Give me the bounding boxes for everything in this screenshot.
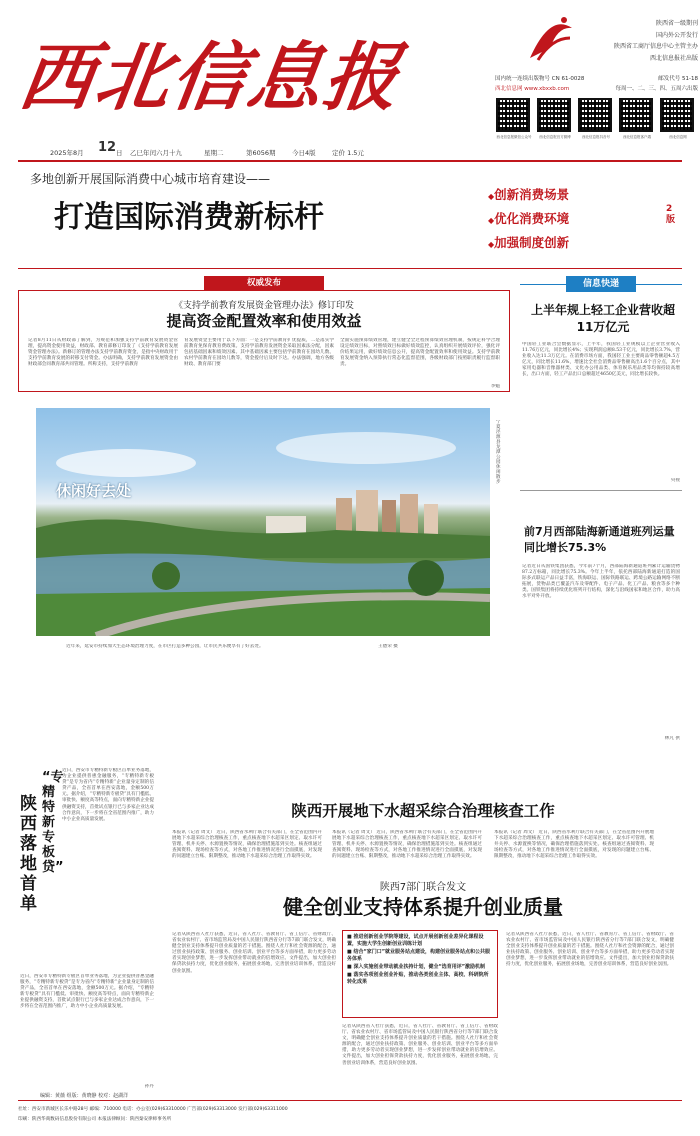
qr-label: 西北信息报抖音号 [582, 135, 610, 139]
qr-code[interactable] [660, 98, 694, 132]
photo-block[interactable] [18, 400, 510, 662]
loans-headline: 陕西落地首单 [20, 794, 37, 914]
qr-code[interactable] [537, 98, 571, 132]
lead-bullet: ◆加强制度创新 [488, 235, 570, 250]
employment-box-item: ■ 推进创新创业学院等建设，试点开展创新创业差异化课程设置，实施大学生创新创业训练计划 [347, 934, 484, 947]
info-divider [520, 490, 682, 491]
footer-divider [18, 1100, 682, 1101]
employment-body-3: 记者从陕西省人社厅获悉，近日，省人社厅、省教育厅、省工信厅、省财政厅、省农业农村厅、省市场监管局及中国人民银行陕西省分行等7部门联合发文，明确健全创业支持体系提升创业质量的若干措施。围绕人社厅和社会资源的配合，通过创业扶持政策、创业服务、创业培训、创业平台等多方面举措，助力更多劳动者实现创业梦想，进一步发挥创业带动就业的倍增效应。文件提出，加大创业担保贷款扶持力度，优化创业服务，拓展创业场地，完善创业培训体系，营造良好创业氛围。 [506, 932, 674, 968]
loans-body-cont: 近日，西安市专精特新专板区首单业务落地，为企业提供普惠金融服务，“专精特新专板贷”是专为省内“专精特新”企业量身定制的信贷产品，全省首单在西安落地，金额500万元。据介绍，“专精特新专板贷”具有门槛低、审批快、额度高等特点，面向专精特新企业提供融资支持，首批试点银行已与多家企业达成合作意向，下一步将在全省范围内推广，助力中小企业高质量发展。 [20, 974, 154, 1010]
qr-code[interactable] [619, 98, 653, 132]
photo-credit: 王德荣 摄 [378, 644, 398, 649]
date-year-month: 2025年8月 [50, 149, 84, 157]
date-day: 12 [98, 140, 117, 155]
authority-tag: 权威发布 [204, 276, 324, 290]
loans-article[interactable] [18, 764, 158, 1094]
info-column[interactable] [520, 276, 682, 746]
photo-caption: 近年来，延安市持续加大生态环境治理力度，在市区打造多种公园，让市民共乐便享有了好去处。 [66, 644, 264, 649]
lead-bullets [488, 184, 638, 256]
weekday: 星期二 [204, 149, 224, 157]
qr-label: 西北信息报微信公众号 [496, 135, 532, 139]
employment-box-item: ■ 深入实施创业带动就业扶持计划，健全“选育用评”激励机制 [347, 964, 486, 970]
footer-printer: 印刷：陕西华商数码信息股份有限公司 本报法律顾问：陕西秦安律师事务所 [18, 1117, 172, 1122]
groundwater-headline: 陕西开展地下水超采综合治理核查工作 [291, 802, 555, 820]
publisher-line-1: 陕西省一级期刊 [655, 20, 698, 27]
price: 定价 1.5元 [332, 149, 364, 157]
issue-number: 第6056期 [246, 149, 276, 157]
publisher-line-3: 陕西省工商厅信息中心主管主办 [613, 43, 698, 51]
lead-kicker: 多地创新开展国际消费中心城市培育建设—— [30, 172, 271, 186]
diamond-icon: ◆ [488, 192, 495, 201]
info-body-1: 中国轻工业联合会数据显示，上半年，我国轻工业规模以上企业营业收入11.76万亿元，同比增长4%；实现利润总额8.53千亿元，同比增长3.7%，营业收入达11.3万亿元。在消费市场方面，我国轻工业主要商品零售额超4.5万亿元，同比增长11.6%，增速比全社会消费品零售额高出1.6个百分点，其中家用电器和音像器材类、文化办公用品类、体育娱乐用品类等均保持较高增长，出口方面，轻工产品出口总额超过4650亿美元，同比增长较快。 [522, 342, 680, 378]
authority-credit: 李魁 [490, 384, 500, 389]
footer-address: 社址：西安市新城区长乐中路28号 邮编：710000 电话：办公室(029)63310000 广告部(029)63313000 发行部(029)63311000 [18, 1107, 288, 1112]
qr-code[interactable] [578, 98, 612, 132]
loans-credit: 孙丹 [144, 1084, 154, 1089]
lunar-date: 乙巳年闰六月十九 [130, 149, 182, 157]
qr-label: 西北信息报官方微博 [539, 135, 571, 139]
info-headline-2: 前7月西部陆海新通道班列运量同比增长75.3% [524, 525, 675, 554]
masthead-title: 西北信息报 [13, 35, 407, 121]
date-bar [40, 140, 490, 160]
groundwater-body-1: 本报讯（记者 周文） 近日，陕西省水利厅联合有关部门，在全省范围内开展地下水超采综合治理核查工作，重点核查地下水超采区划定、取水许可管理、机井关停、水源置换等情况，确保治理措施落到实处。核查组通过查阅资料、现场检查等方式，对各地工作推进情况进行全面摸底，对发现的问题建立台账、限期整改，推动地下水超采综合治理工作取得实效。 [172, 830, 322, 860]
groundwater-article[interactable] [164, 790, 682, 870]
employment-body-2: 记者从陕西省人社厅获悉，近日，省人社厅、省教育厅、省工信厅、省财政厅、省农业农村厅、省市场监管局及中国人民银行陕西省分行等7部门联合发文，明确健全创业支持体系提升创业质量的若干措施。围绕人社厅和社会资源的配合，通过创业扶持政策、创业服务、创业培训、创业平台等多方面举措，助力更多劳动者实现创业梦想，进一步发挥创业带动就业的倍增效应。文件提出，加大创业担保贷款扶持力度，优化创业服务，拓展创业场地，完善创业培训体系，营造良好创业氛围。 [342, 1024, 498, 1066]
diamond-icon: ◆ [488, 240, 495, 249]
info-credit-1: 央视 [670, 478, 680, 483]
qr-row [494, 96, 698, 146]
employment-article[interactable] [164, 876, 682, 1096]
employment-headline: 健全创业支持体系提升创业质量 [283, 895, 563, 919]
employment-kicker: 陕西7部门联合发文 [379, 882, 467, 893]
info-credit-2: 林凡 供 [664, 736, 680, 741]
employment-box-item: ■ 落实各项创业创业补贴，推动各类创业主体、高校、科研院所转化成果 [347, 972, 489, 985]
logo-icon [520, 8, 580, 68]
photo-side-caption: 宁夏泾源县龙潭公园休闲散步 [496, 420, 501, 485]
qr-label: 西北信息网 [669, 135, 687, 139]
publisher-cn: 国内统一连续出版物号 CN 61-0028 [495, 76, 585, 82]
date-suffix: 日 [116, 149, 123, 157]
authority-headline: 提高资金配置效率和使用效益 [166, 312, 362, 330]
employment-body-1: 记者从陕西省人社厅获悉，近日，省人社厅、省教育厅、省工信厅、省财政厅、省农业农村厅、省市场监管局及中国人民银行陕西省分行等7部门联合发文，明确健全创业支持体系提升创业质量的若干措施。围绕人社厅和社会资源的配合，通过创业扶持政策、创业服务、创业培训、创业平台等多方面举措，助力更多劳动者实现创业梦想，进一步发挥创业带动就业的倍增效应。文件提出，加大创业担保贷款扶持力度，优化创业服务，拓展创业场地，完善创业培训体系，营造良好创业氛围。 [172, 932, 336, 974]
authority-col-1: 记者8月11日从财政部了解到，为规范和加强支持学前教育发展资金管理，提高资金使用效益，财政部、教育部修订印发了《支持学前教育发展资金管理办法》。新修订的管理办法支持学前教育资金，是指中央财政用于支持学前教育发展的转移支付资金。办法明确，支持学前教育发展资金由财政部会同教育部共同管理。所称支持，支持学前教育 [28, 338, 178, 368]
publisher-info [588, 18, 698, 64]
publisher-schedule: 每周一、二、三、四、五周六出版 [615, 86, 698, 92]
lead-divider [18, 268, 682, 269]
employment-box [342, 930, 498, 1018]
groundwater-body-3: 本报讯（记者 周文） 近日，陕西省水利厅联合有关部门，在全省范围内开展地下水超采综合治理核查工作，重点核查地下水超采区划定、取水许可管理、机井关停、水源置换等情况，确保治理措施落到实处。核查组通过查阅资料、现场检查等方式，对各地工作推进情况进行全面摸底，对发现的问题建立台账、限期整改，推动地下水超采综合治理工作取得实效。 [494, 830, 654, 860]
groundwater-body-2: 本报讯（记者 周文） 近日，陕西省水利厅联合有关部门，在全省范围内开展地下水超采综合治理核查工作，重点核查地下水超采区划定、取水许可管理、机井关停、水源置换等情况，确保治理措施落到实处。核查组通过查阅资料、现场检查等方式，对各地工作推进情况进行全面摸底，对发现的问题建立台账、限期整改，推动地下水超采综合治理工作取得实效。 [332, 830, 482, 860]
qr-label: 西北信息报客户端 [623, 135, 651, 139]
authority-subtitle: 《支持学前教育发展资金管理办法》修订印发 [173, 301, 354, 311]
lead-bullet: ◆优化消费环境 [488, 211, 570, 226]
publisher-postal: 邮发代号 51-18 [658, 76, 698, 82]
info-body-2: 记者近日从国铁集团获悉，今年前7个月，西部陆海新通道班列累计运输货物87.2万标箱，同比增长75.3%。今年上半年，依托西部陆海新通道打造的国际多式联运产品日益丰富，铁海联运、国际铁路联运、跨境公路运输网络不断拓展，货物品类已覆盖汽车及零配件、电子产品、化工产品、粮食等多个种类。国铁集团将持续优化班列开行结构，深化与沿线国家和地区合作，助力高水平对外开放。 [522, 564, 680, 600]
footer-editor: 编辑：黄薇 组版：黄晓静 校对：赵湖洋 [40, 1093, 129, 1099]
park-scene [36, 408, 490, 636]
info-tag: 信息快递 [566, 276, 636, 292]
publisher-line-4: 西北信息报社出版 [649, 54, 698, 62]
authority-col-3: 全面实施预算绩效管理，建立健全全过程预算绩效管理机制，按规定科学合理设定绩效目标，对照绩效目标做好绩效监控，认真组织开展绩效评价，强化评价结果运用，做好绩效信息公开，提高资金配置效率和使用效益。支持学前教育发展资金纳入预算执行常态化监督范围，各级财政部门按照职责履行监督职责。 [340, 338, 500, 368]
lead-bullet: ◆创新消费场景 [488, 187, 570, 202]
masthead [0, 0, 700, 160]
publisher-line-2: 国内外公开发行 [655, 31, 698, 39]
loans-body: 近日，西安市专精特新专板区首单业务落地，为企业提供普惠金融服务，“专精特新专板贷”是专为省内“专精特新”企业量身定制的信贷产品，全省首单在西安落地，金额500万元。据介绍，“专精特新专板贷”具有门槛低、审批快、额度高等特点，面向专精特新企业提供融资支持，首批试点银行已与多家企业达成合作意向，下一步将在全省范围内推广，助力中小企业高质量发展。 [62, 768, 154, 822]
lead-story[interactable] [18, 164, 682, 272]
authority-col-2: 育发展资金主要用于以下方面：一是支持学前教育扩优提质，二是落实学前教育免保育教育费政策。支持学前教育发展资金采取因素法分配，因素包括基础因素和绩效因素。其中基础因素主要包括学前教育在园幼儿数、农村学前教育在园幼儿数等，资金拨付后及时下达。办法强调，地方各级财政、教育部门要 [184, 338, 334, 368]
loans-subheadline: “专精特新专板贷” [42, 770, 64, 875]
photo-title: 休闲好去处 [56, 482, 132, 500]
qr-code[interactable] [496, 98, 530, 132]
authority-article[interactable] [18, 276, 510, 394]
masthead-divider [18, 160, 682, 162]
lead-page-ref[interactable]: 2版 [666, 204, 676, 225]
newspaper-logo [520, 8, 580, 68]
publisher-site: 西北信息网 www.xbxxb.com [495, 86, 570, 92]
info-headline-1: 上半年规上轻工企业营收超11万亿元 [530, 303, 675, 334]
diamond-icon: ◆ [488, 216, 495, 225]
lead-headline: 打造国际消费新标杆 [54, 200, 324, 235]
employment-box-item: ■ 结合“家门口”就业服务站点建设，构建创业服务站点和公共服务体系 [347, 949, 491, 962]
park-photo[interactable] [36, 408, 490, 636]
page-count: 今日4版 [292, 149, 316, 157]
